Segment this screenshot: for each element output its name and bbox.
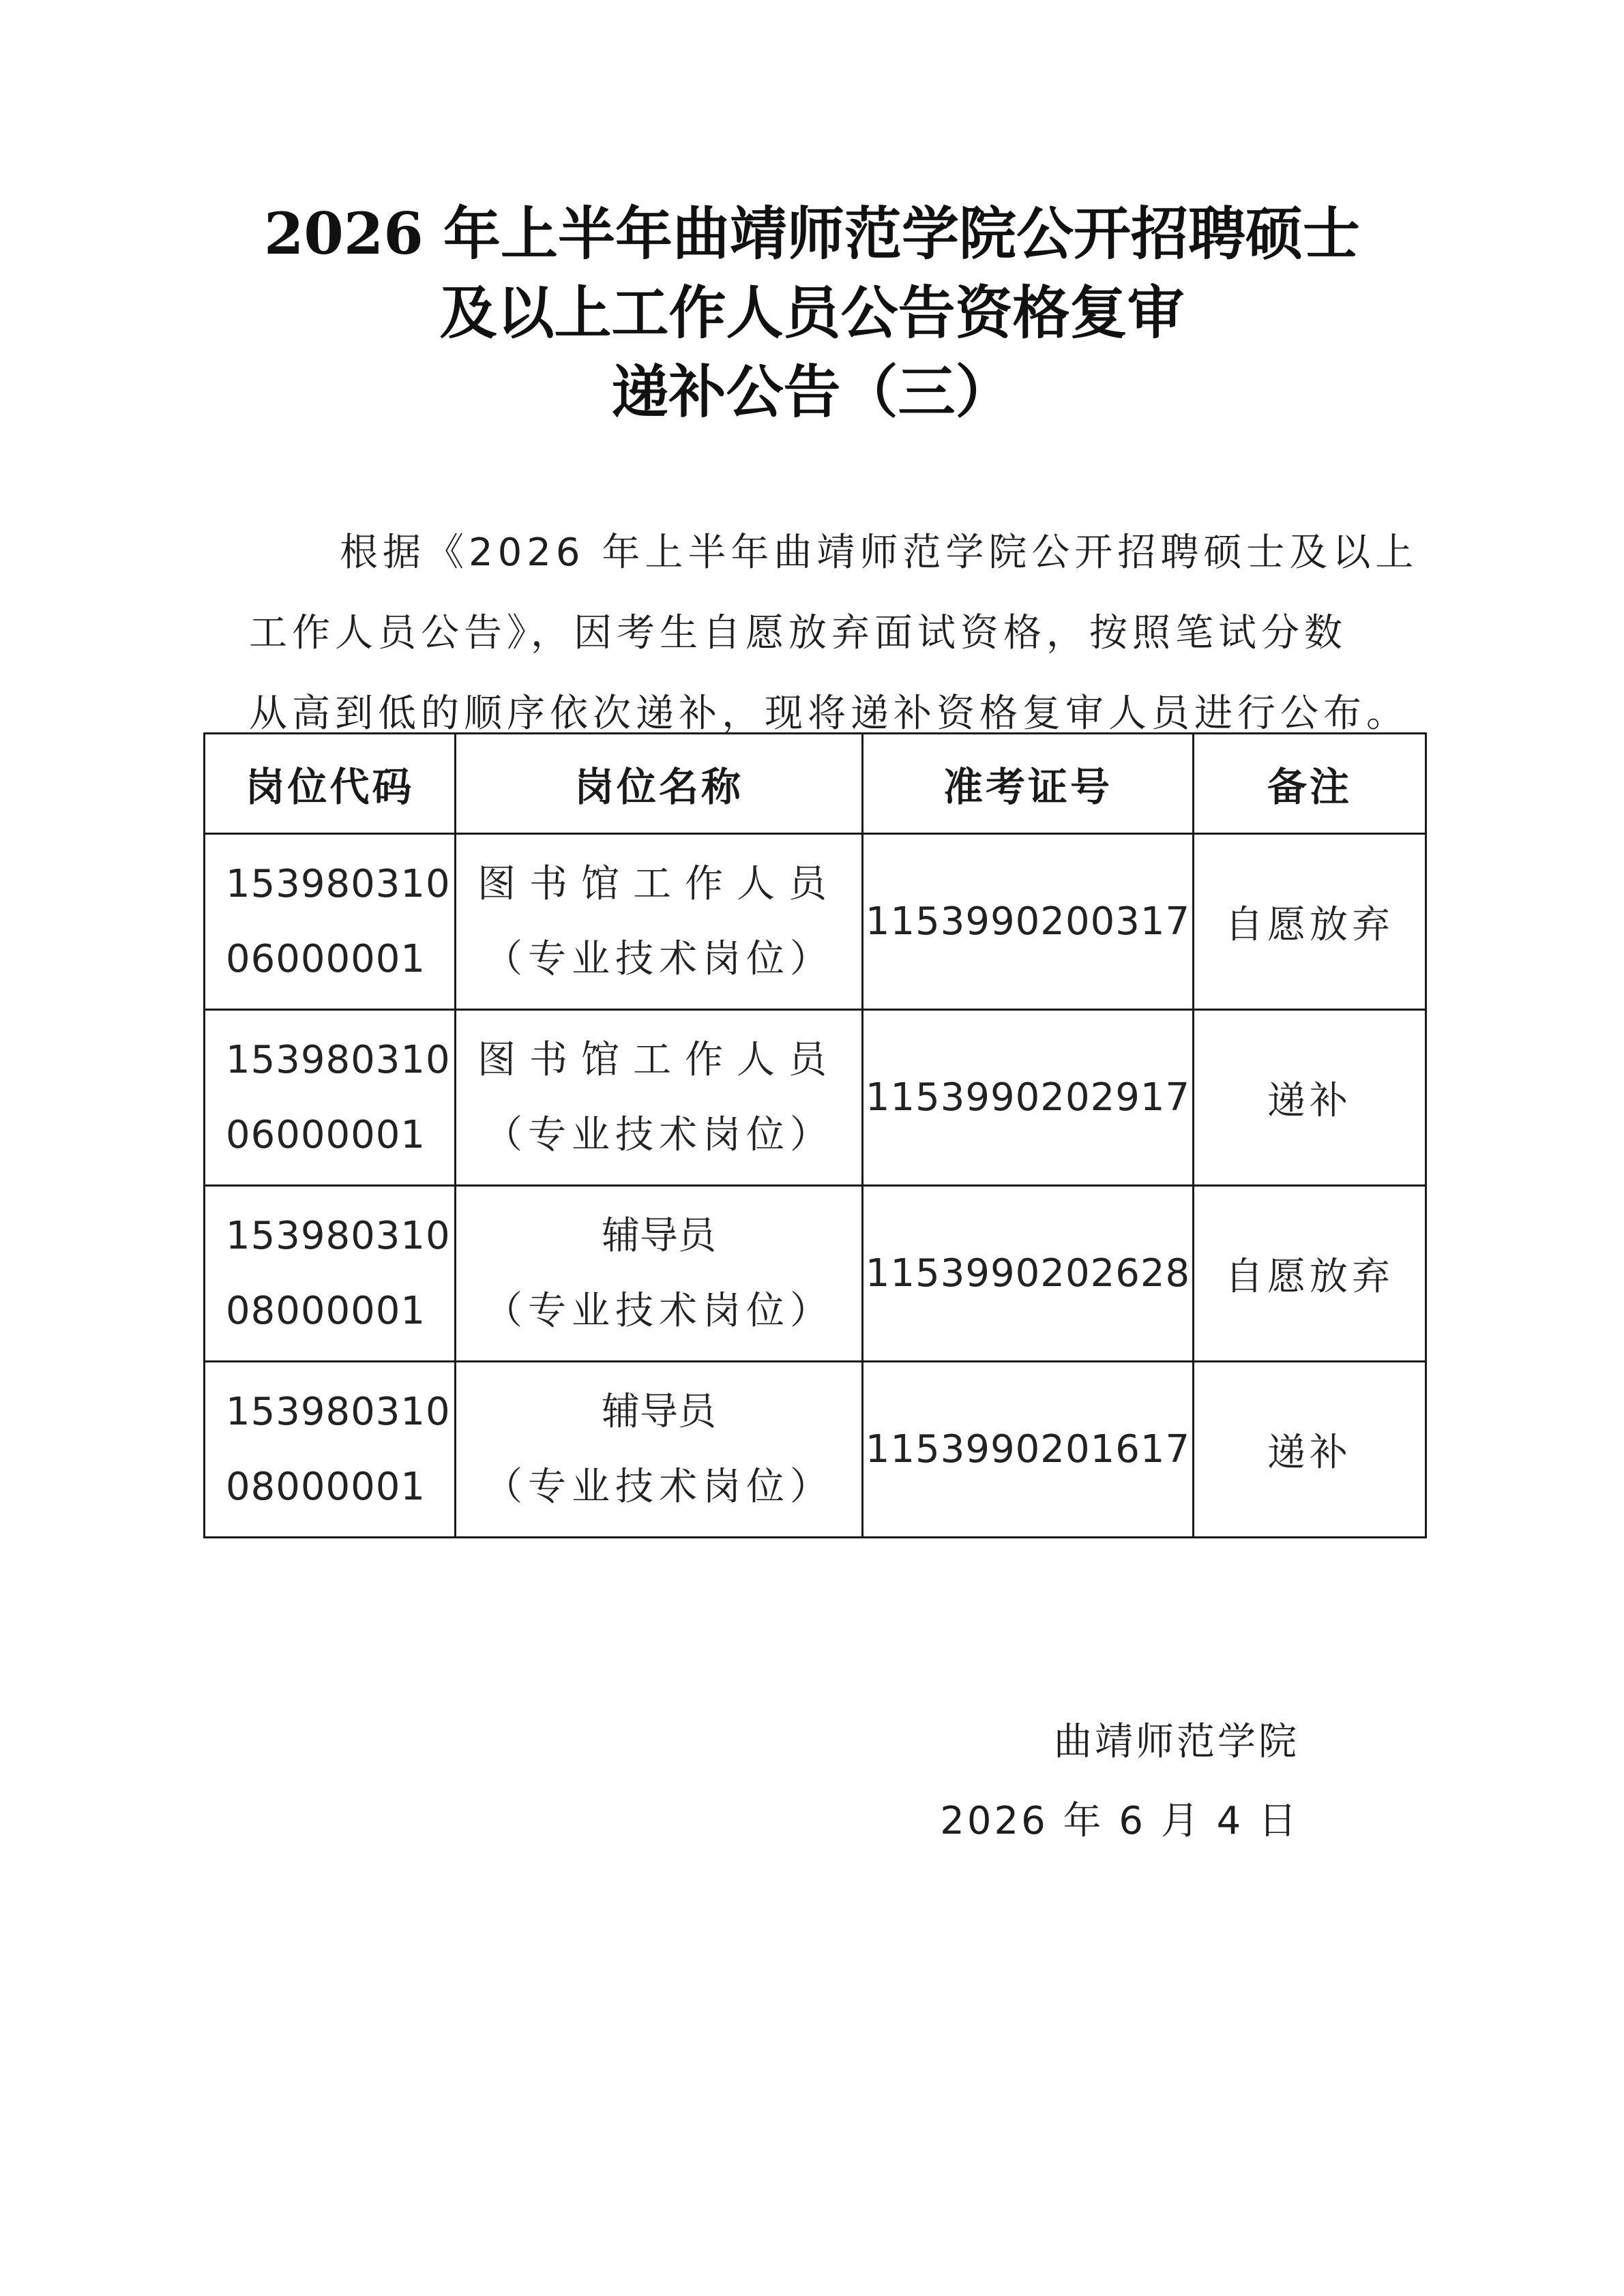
signature-date: 2026 年 6 月 4 日: [940, 1799, 1299, 1843]
position-code-line-2: 08000001: [226, 1464, 426, 1509]
title-line-2: 及以上工作人员公告资格复审: [439, 279, 1185, 346]
position-code-line-1: 153980310: [226, 1389, 451, 1434]
position-code-line-2: 08000001: [226, 1288, 426, 1333]
position-name-line-1: 图书馆工作人员: [477, 861, 840, 906]
title-line-3: 递补公告（三）: [611, 358, 1013, 426]
title-line-1: 2026 年上半年曲靖师范学院公开招聘硕士: [263, 200, 1361, 267]
notice-title: [0, 194, 1624, 432]
notice-body: [249, 513, 1419, 754]
position-name-line-2: （专业技术岗位）: [484, 1112, 833, 1157]
body-line-1: 根据《2026 年上半年曲靖师范学院公开招聘硕士及以上: [340, 531, 1419, 575]
table-header-row: [205, 734, 1426, 834]
header-exam-number: 准考证号: [863, 734, 1194, 834]
position-name-cell: [456, 834, 863, 1010]
body-line-2: 工作人员公告》，因考生自愿放弃面试资格，按照笔试分数: [249, 611, 1347, 655]
header-note: 备注: [1194, 734, 1426, 834]
position-code-line-1: 153980310: [226, 861, 451, 906]
position-code-line-2: 06000001: [226, 936, 426, 981]
exam-number-cell: 1153990201617: [863, 1362, 1194, 1538]
table-row: [205, 1010, 1426, 1186]
candidate-table: [203, 732, 1427, 1538]
header-position-code: 岗位代码: [205, 734, 456, 834]
table-row: [205, 1186, 1426, 1362]
position-name-line-2: （专业技术岗位）: [484, 1464, 833, 1509]
exam-number-cell: 1153990202628: [863, 1186, 1194, 1362]
position-code-cell: [205, 1362, 456, 1538]
position-name-line-1: 辅导员: [602, 1389, 716, 1434]
position-name-line-1: 图书馆工作人员: [477, 1037, 840, 1082]
note-cell: 递补: [1194, 1010, 1426, 1186]
table-row: [205, 834, 1426, 1010]
position-code-line-1: 153980310: [226, 1037, 451, 1082]
body-line-3: 从高到低的顺序依次递补，现将递补资格复审人员进行公布。: [249, 691, 1409, 736]
position-code-line-2: 06000001: [226, 1112, 426, 1157]
position-code-cell: [205, 1186, 456, 1362]
position-code-cell: [205, 834, 456, 1010]
note-cell: 自愿放弃: [1194, 834, 1426, 1010]
position-name-line-1: 辅导员: [602, 1213, 716, 1258]
table-row: [205, 1362, 1426, 1538]
position-code-cell: [205, 1010, 456, 1186]
position-name-line-2: （专业技术岗位）: [484, 936, 833, 981]
position-name-cell: [456, 1186, 863, 1362]
note-cell: 自愿放弃: [1194, 1186, 1426, 1362]
note-cell: 递补: [1194, 1362, 1426, 1538]
position-name-line-2: （专业技术岗位）: [484, 1288, 833, 1333]
position-name-cell: [456, 1010, 863, 1186]
position-name-cell: [456, 1362, 863, 1538]
header-position-name: 岗位名称: [456, 734, 863, 834]
exam-number-cell: 1153990200317: [863, 834, 1194, 1010]
position-code-line-1: 153980310: [226, 1213, 451, 1258]
exam-number-cell: 1153990202917: [863, 1010, 1194, 1186]
signature-organization: 曲靖师范学院: [1054, 1720, 1299, 1764]
